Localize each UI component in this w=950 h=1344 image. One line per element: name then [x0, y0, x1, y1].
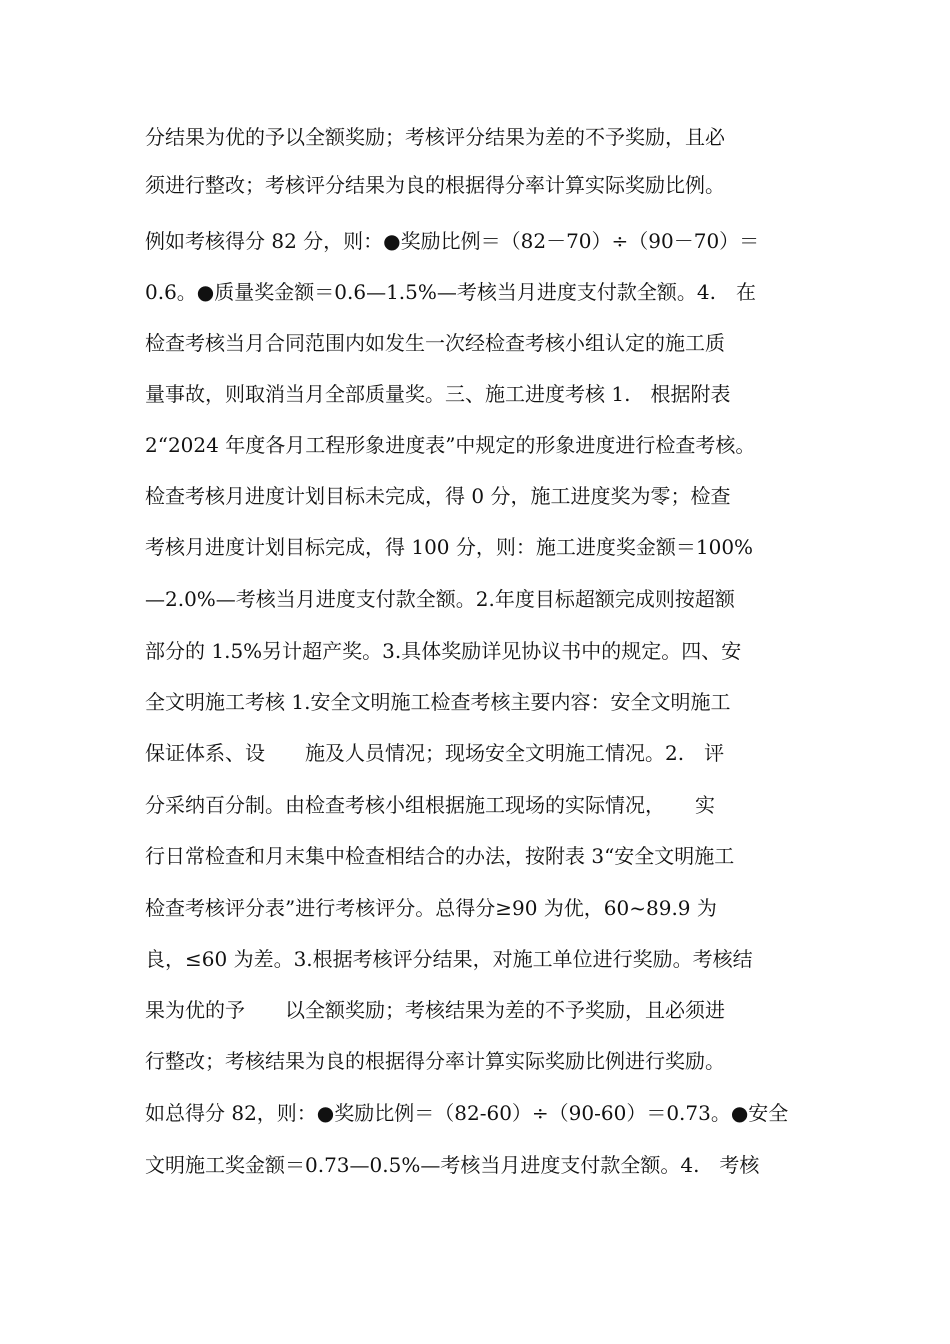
text-line: 检查考核当月合同范围内如发生一次经检查考核小组认定的施工质	[145, 331, 725, 355]
text-line: 分采纳百分制。由检查考核小组根据施工现场的实际情况， 实	[145, 793, 715, 817]
text-line: 须进行整改；考核评分结果为良的根据得分率计算实际奖励比例。	[145, 173, 725, 197]
text-line: 例如考核得分 82 分，则：●奖励比例＝（82－70）÷（90－70）＝	[145, 229, 760, 253]
text-line: 2“2024 年度各月工程形象进度表”中规定的形象进度进行检查考核。	[145, 433, 756, 457]
text-line: 如总得分 82，则：●奖励比例＝（82-60）÷（90-60）＝0.73。●安全	[145, 1101, 789, 1125]
text-line: —2.0%—考核当月进度支付款全额。2.年度目标超额完成则按超额	[145, 587, 735, 611]
text-line: 量事故，则取消当月全部质量奖。三、施工进度考核 1. 根据附表	[145, 382, 731, 406]
text-line: 全文明施工考核 1.安全文明施工检查考核主要内容：安全文明施工	[145, 690, 731, 714]
text-line: 文明施工奖金额＝0.73—0.5%—考核当月进度支付款全额。4. 考核	[145, 1153, 760, 1177]
text-line: 检查考核月进度计划目标未完成，得 0 分，施工进度奖为零；检查	[145, 484, 731, 508]
text-line: 保证体系、设 施及人员情况；现场安全文明施工情况。2. 评	[145, 741, 725, 765]
text-line: 分结果为优的予以全额奖励；考核评分结果为差的不予奖励，且必	[145, 125, 725, 149]
text-line: 行整改；考核结果为良的根据得分率计算实际奖励比例进行奖励。	[145, 1049, 725, 1073]
text-line: 行日常检查和月末集中检查相结合的办法，按附表 3“安全文明施工	[145, 844, 735, 868]
text-line: 良，≤60 为差。3.根据考核评分结果，对施工单位进行奖励。考核结	[145, 947, 753, 971]
text-line: 果为优的予 以全额奖励；考核结果为差的不予奖励，且必须进	[145, 998, 725, 1022]
text-line: 部分的 1.5%另计超产奖。3.具体奖励详见协议书中的规定。四、安	[145, 639, 742, 663]
text-line: 0.6。●质量奖金额＝0.6—1.5%—考核当月进度支付款全额。4. 在	[145, 280, 756, 304]
text-line: 考核月进度计划目标完成，得 100 分，则：施工进度奖金额＝100%	[145, 535, 754, 559]
text-line: 检查考核评分表”进行考核评分。总得分≥90 为优，60~89.9 为	[145, 896, 717, 920]
